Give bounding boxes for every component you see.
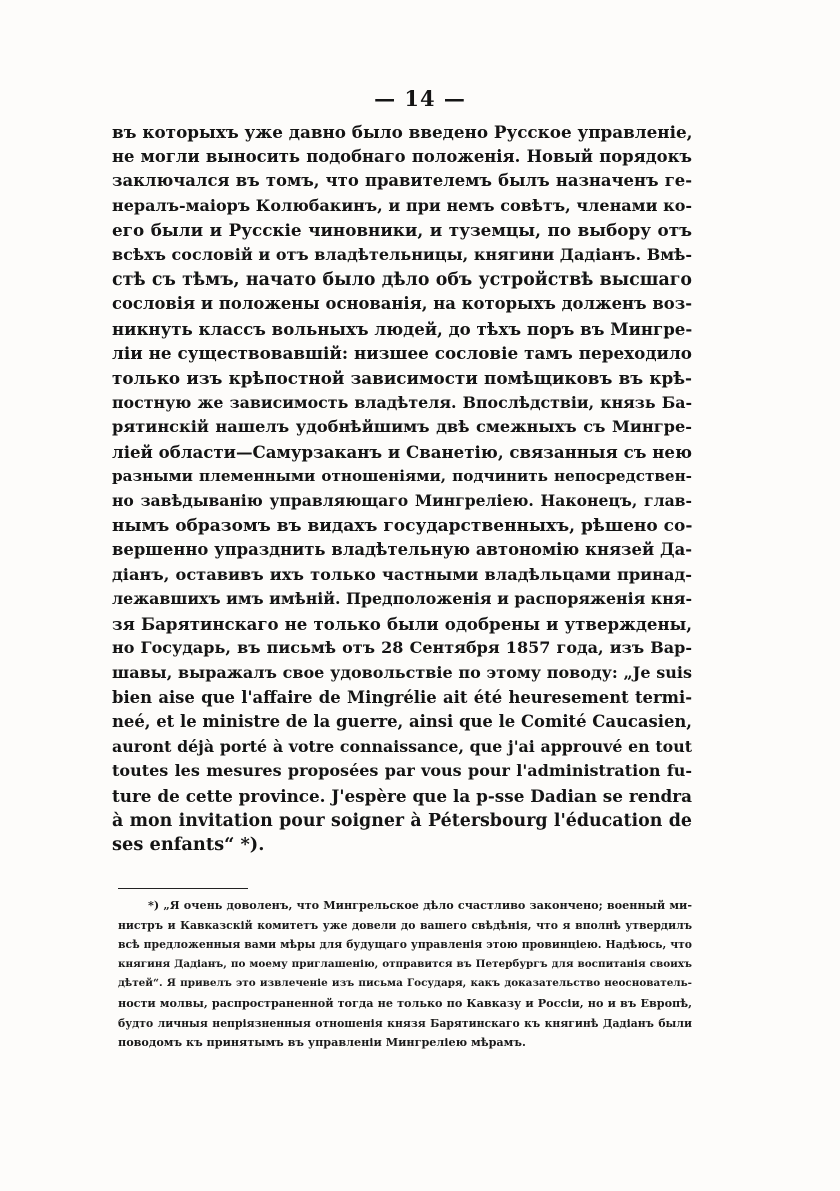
text-line: ture de cette province. J'espère que la p-sse Dadian se rendra bbox=[112, 786, 692, 807]
text-line: всѣхъ сословій и отъ владѣтельницы, княгини Дадіанъ. Вмѣ- bbox=[112, 244, 692, 264]
text-line: neé, et le ministre de la guerre, ainsi que le Comité Caucasien, bbox=[112, 712, 692, 732]
text-line: ses enfants“ *). bbox=[112, 834, 265, 856]
text-line: вершенно упразднить владѣтельную автономію князей Да- bbox=[112, 540, 692, 560]
text-line: нералъ-маіоръ Колюбакинъ, и при немъ совѣтъ, членами ко- bbox=[112, 195, 692, 215]
text-line: bien aise que l'affaire de Mingrélie ait été heuresement termi- bbox=[112, 687, 692, 707]
text-line: нымъ образомъ въ видахъ государственныхъ, рѣшено со- bbox=[112, 515, 693, 536]
text-line: à mon invitation pour soigner à Pétersbourg l'éducation de bbox=[112, 810, 692, 831]
text-line: постную же зависимость владѣтеля. Впослѣдствіи, князь Ба- bbox=[112, 392, 692, 412]
footnote-divider bbox=[118, 888, 248, 889]
text-line: не могли выносить подобнаго положенія. Новый порядокъ bbox=[112, 146, 692, 166]
footnote-line: всѣ предложенныя вами мѣры для будущаго управленія этою провинціею. Надѣюсь, что bbox=[118, 938, 692, 952]
text-line: діанъ, оставивъ ихъ только частными владѣльцами принад- bbox=[112, 564, 692, 584]
text-line: шавы, выражалъ свое удовольствіе по этому поводу: „Je suis bbox=[112, 663, 692, 683]
text-line: стѣ съ тѣмъ, начато было дѣло объ устройствѣ высшаго bbox=[112, 269, 692, 290]
text-line: лежавшихъ имъ имѣній. Предположенія и распоряженія кня- bbox=[112, 589, 692, 609]
page-number: — 14 — bbox=[374, 86, 466, 111]
footnote-line: нистръ и Кавказскій комитетъ уже довели до вашего свѣдѣнія, что я вполнѣ утвердилъ bbox=[118, 918, 692, 932]
text-line: зя Барятинскаго не только были одобрены и утверждены, bbox=[112, 613, 692, 634]
text-line: auront déjà porté à votre connaissance, que j'ai approuvé en tout bbox=[112, 736, 692, 756]
text-line: только изъ крѣпостной зависимости помѣщиковъ въ крѣ- bbox=[112, 367, 692, 388]
text-line: заключался въ томъ, что правителемъ былъ назначенъ ге- bbox=[112, 171, 692, 191]
text-line: ліей области—Самурзаканъ и Сванетію, связанныя съ нею bbox=[112, 441, 692, 462]
text-line: но Государь, въ письмѣ отъ 28 Сентября 1857 года, изъ Вар- bbox=[112, 638, 692, 658]
footnote-line: будто личныя непріязненныя отношенія князя Барятинскаго къ княгинѣ Дадіанъ были bbox=[118, 1016, 692, 1030]
footnote-line: поводомъ къ принятымъ въ управленіи Мингреліею мѣрамъ. bbox=[118, 1035, 526, 1050]
footnote-line: ности молвы, распространенной тогда не только по Кавказу и Россіи, но и въ Европѣ, bbox=[118, 995, 692, 1010]
text-line: но завѣдыванію управляющаго Мингреліею. Наконецъ, глав- bbox=[112, 490, 692, 510]
text-line: сословія и положены основанія, на которыхъ долженъ воз- bbox=[112, 294, 692, 314]
footnote-line: *) „Я очень доволенъ, что Мингрельское дѣло счастливо закончено; военный ми- bbox=[148, 898, 692, 912]
text-line: рятинскій нашелъ удобнѣйшимъ двѣ смежныхъ съ Мингре- bbox=[112, 417, 692, 437]
footnote bbox=[118, 896, 692, 1053]
footnote-line: дѣтей“. Я привелъ это извлеченіе изъ письма Государя, какъ доказательство неоснователь- bbox=[118, 977, 692, 990]
text-line: никнуть классъ вольныхъ людей, до тѣхъ поръ въ Мингре- bbox=[112, 318, 693, 339]
text-line: въ которыхъ уже давно было введено Русское управленіе, bbox=[112, 122, 693, 142]
footnote-line: княгиня Дадіанъ, по моему приглашенію, отправится въ Петербургъ для воспитанія своихъ bbox=[118, 957, 692, 970]
main-text bbox=[112, 120, 692, 858]
text-line: toutes les mesures proposées par vous pour l'administration fu- bbox=[112, 761, 692, 781]
text-line: его были и Русскіе чиновники, и туземцы, по выбору отъ bbox=[112, 220, 692, 241]
text-line: разными племенными отношеніями, подчинить непосредствен- bbox=[112, 467, 692, 486]
text-line: ліи не существовавшій: низшее сословіе тамъ переходило bbox=[112, 343, 692, 364]
